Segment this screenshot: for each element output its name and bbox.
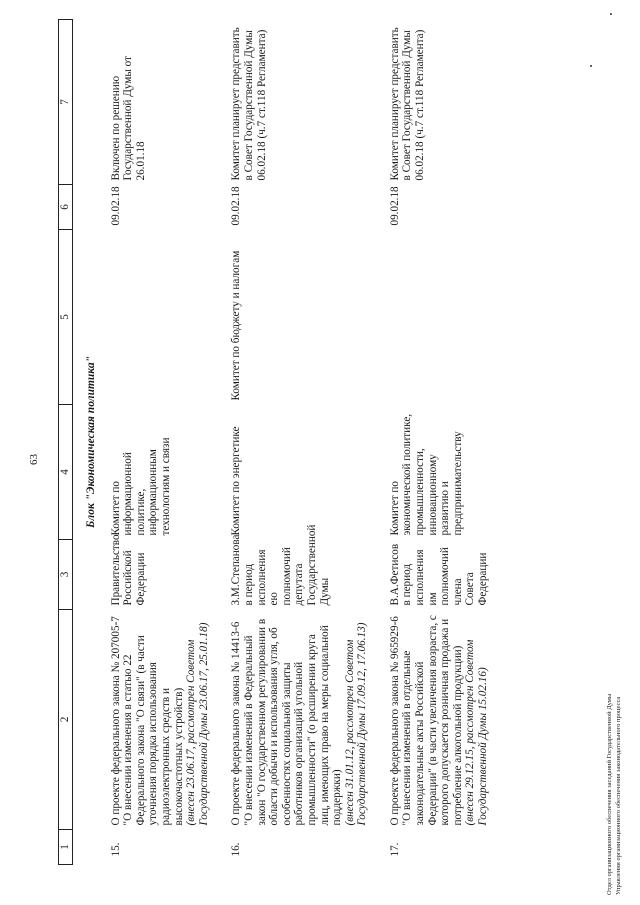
table-header-row	[59, 20, 73, 865]
bill-cell	[108, 610, 213, 830]
bill-author: З.М.Степанова в период исполнения ею полномочий депутата Государственной Думы	[230, 524, 331, 606]
table-row	[212, 20, 371, 865]
footer	[605, 694, 623, 895]
bill-cell	[212, 610, 371, 830]
column-header: 2	[59, 610, 73, 830]
bill-author: В.А.Фетисов в период исполнения им полномочий члена Совета Федерации	[388, 543, 490, 606]
footer-line: Управления организационного обеспечения законодательного процесса	[615, 696, 622, 895]
co-committee: Комитет по бюджету и налогам	[230, 250, 243, 401]
row-number: 17.	[388, 842, 401, 857]
bill-note: (внесен 31.01.12, рассмотрен Советом Государственной Думы 17.09.12, 17.06.13)	[343, 622, 369, 826]
table-row	[371, 20, 492, 865]
footer-line: Отдел организационного обеспечения заседаний Государственной Думы	[606, 693, 613, 895]
column-header: 6	[59, 185, 73, 230]
bill-status: Комитет планирует представить в Совет Государственной Думы 06.02.18 (ч.7 ст.118 Регламента)	[388, 27, 427, 181]
bill-cell	[371, 610, 492, 830]
bill-note: (внесен 29.12.15, рассмотрен Советом Государственной Думы 15.02.16)	[464, 639, 490, 826]
review-date: 09.02.18	[109, 186, 122, 226]
block-title-row	[73, 20, 108, 865]
bill-status: Включен по решению Государственной Думы от 26.01.18	[109, 55, 147, 181]
bill-title: О проекте федерального закона № 14413-6 "О внесении изменений в Федеральный закон "О государственном регулировании в области добычи и использования угля, об особенностях социальной защиты работников организаций угольной промышленности" (о расширении круга лиц, имеющих право на меры социальной поддержки)	[230, 618, 344, 826]
co-committee	[108, 230, 213, 405]
page-number: 63	[28, 454, 40, 465]
row-number: 15.	[109, 842, 122, 857]
block-title: Блок "Экономическая политика"	[85, 356, 97, 529]
column-header: 3	[59, 540, 73, 610]
table-row	[108, 20, 213, 865]
agenda-table	[58, 19, 492, 865]
co-committee	[371, 230, 492, 405]
scan-speck	[610, 13, 612, 15]
scan-speck	[590, 65, 592, 67]
bill-status: Комитет планирует представить в Совет Государственной Думы 06.02.18 (ч.7 ст.118 Регламента)	[230, 27, 268, 181]
responsible-committee: Комитет по энергетике	[230, 426, 243, 536]
bill-title: О проекте федерального закона № 965929-6 "О внесении изменений в отдельные законодательные акты Российской Федерации" (в части увеличения возраста, с которого допускается розничная продажа и потребление алкогольной продукции)	[388, 615, 464, 826]
responsible-committee: Комитет по информационной политике, информационным технологиям и связи	[109, 437, 172, 536]
review-date: 09.02.18	[230, 186, 243, 226]
responsible-committee: Комитет по экономической политике, промышленности, инновационному развитию и предпринимательству	[388, 413, 464, 536]
column-header: 5	[59, 230, 73, 405]
review-date: 09.02.18	[388, 186, 401, 226]
column-header: 1	[59, 830, 73, 865]
column-header: 4	[59, 405, 73, 540]
bill-title: О проекте федерального закона № 207005-7 "О внесении изменения в статью 22 Федерального закона "О связи" (в части уточнения порядка использования радиоэлектронных средств и высокочастотных устройств)	[109, 616, 185, 826]
bill-author: Правительство Российской Федерации	[109, 534, 147, 606]
bill-note: (внесен 23.06.17, рассмотрен Советом Государственной Думы 23.06.17, 25.01.18)	[185, 622, 210, 826]
column-header: 7	[59, 20, 73, 185]
row-number: 16.	[230, 842, 243, 857]
